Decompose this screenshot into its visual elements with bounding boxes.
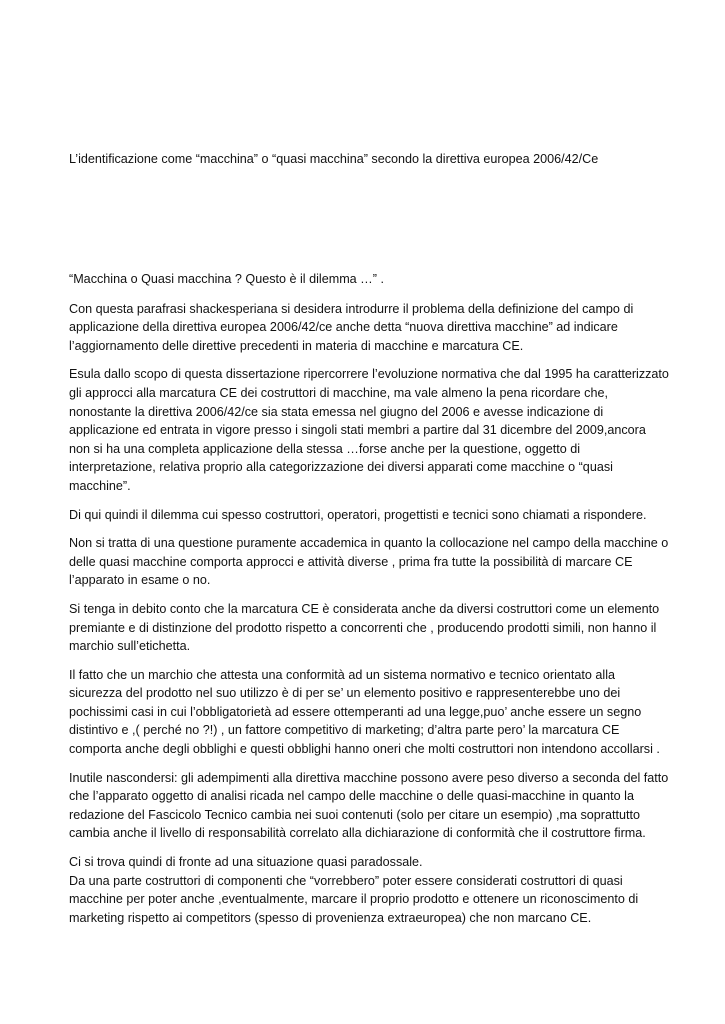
- paragraph-paradox-line1: Ci si trova quindi di fronte ad una situazione quasi paradossale.: [69, 855, 423, 870]
- paragraph-paradox-line2: Da una parte costruttori di componenti che “vorrebbero” poter essere considerati costruttori di quasi macchine per poter anche ,eventualmente, marcare il proprio prodotto e ottenere un riconoscimento di marketing rispetto ai competitors (spesso di provenienza extraeuropea) che non marcano CE.: [69, 873, 639, 925]
- paragraph-regulatory-evolution: Esula dallo scopo di questa dissertazione ripercorrere l’evoluzione normativa che dal 1995 ha caratterizzato gli approcci alla marcatura CE dei costruttori di macchine, ma vale almeno la pena ricordare che, nonostante la direttiva 2006/42/ce sia stata emessa nel giugno del 2006 e avesse indicazione di applicazione ed entrata in vigore presso i singoli stati membri a partire dal 31 dicembre del 2009,ancora non si ha una completa applicazione della stessa …forse anche per la questione, oggetto di interpretazione, relativa proprio alla categorizzazione dei diversi apparati come macchine o “quasi macchine”.: [69, 367, 669, 493]
- paragraph-obligations: Inutile nascondersi: gli adempimenti alla direttiva macchine possono avere peso diverso a seconda del fatto che l’apparato oggetto di analisi ricada nel campo delle macchine o delle quasi-macchine in quanto la redazione del Fascicolo Tecnico cambia nei suoi contenuti (solo per citare un esempio) ,ma soprattutto cambia anche il livello di responsabilità correlato alla dichiarazione di conformità che il costruttore firma.: [69, 770, 669, 841]
- paragraph-dilemma: Di qui quindi il dilemma cui spesso costruttori, operatori, progettisti e tecnici sono chiamati a rispondere.: [69, 507, 647, 522]
- paragraph-quote: “Macchina o Quasi macchina ? Questo è il dilemma …” .: [69, 272, 384, 286]
- paragraph-introduction: Con questa parafrasi shackesperiana si desidera introdurre il problema della definizione del campo di applicazione della direttiva europea 2006/42/ce anche detta “nuova direttiva macchine” ad indicare l’aggiornamento delle direttive precedenti in materia di macchine e marcatura CE.: [69, 301, 634, 353]
- paragraph-paradox: [69, 853, 669, 927]
- document-title: L’identificazione come “macchina” o “quasi macchina” secondo la direttiva europea 2006/42/Ce: [69, 152, 599, 166]
- paragraph-not-academic: Non si tratta di una questione puramente accademica in quanto la collocazione nel campo della macchine o delle quasi macchine comporta approcci e attività diverse , prima fra tutte la possibilità di marcare CE l’apparato in esame o no.: [69, 536, 669, 588]
- paragraph-mark-positive: Il fatto che un marchio che attesta una conformità ad un sistema normativo e tecnico orientato alla sicurezza del prodotto nel suo utilizzo è di per se’ un elemento positivo e rappresenterebbe uno dei pochissimi casi in cui l’obbligatorietà ad essere ottemperanti ad una legge,puo’ anche essere un segno distintivo e ,( perché no ?!) , un fattore competitivo di marketing; d’altra parte pero’ la marcatura CE comporta anche degli obblighi e questi obblighi hanno oneri che molti costruttori non intendono accollarsi .: [69, 667, 660, 757]
- paragraph-ce-marking-premium: Si tenga in debito conto che la marcatura CE è considerata anche da diversi costruttori come un elemento premiante e di distinzione del prodotto rispetto a concorrenti che , producendo prodotti simili, non hanno il marchio sull’etichetta.: [69, 601, 660, 654]
- document-body: [69, 270, 669, 937]
